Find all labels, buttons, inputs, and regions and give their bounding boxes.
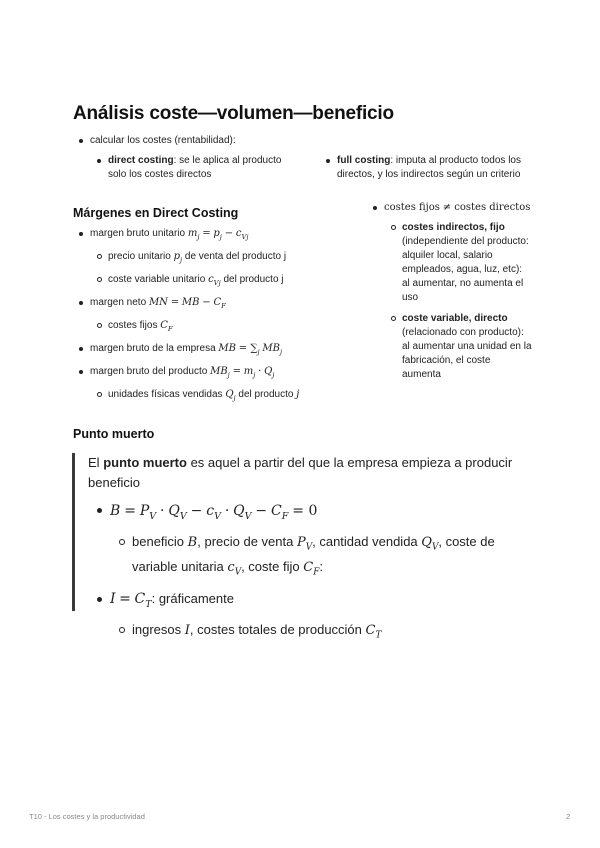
- punto-muerto-heading: Punto muerto: [73, 427, 155, 441]
- indirectos-term: costes indirectos, fijo: [402, 222, 505, 233]
- intro-term: punto muerto: [103, 455, 187, 470]
- list-item: [402, 312, 532, 382]
- full-costing-list: [337, 154, 532, 182]
- expl-end: :: [319, 559, 323, 575]
- formula-list: [110, 500, 513, 645]
- list-item: [108, 154, 298, 182]
- direct-costing-list: [108, 154, 298, 182]
- list-item: precio unitario $p_j$ de venta del producto j: [108, 250, 335, 267]
- fijos-label: costes fijos: [108, 320, 158, 331]
- footer-title: T10 - Los costes y la productividad: [29, 812, 145, 821]
- ingresos-label: ingresos: [132, 621, 182, 637]
- neto-label: margen neto: [90, 297, 147, 308]
- precio-suffix: de venta del producto j: [184, 251, 287, 262]
- intro-text: calcular los costes (rentabilidad):: [90, 135, 236, 146]
- intro-list: [90, 134, 350, 148]
- list-item: $B = P_V \cdot Q_V - c_V \cdot Q_V - C_F = 0$: [110, 500, 513, 527]
- expl-coste-var: , coste de variable unitaria: [132, 533, 495, 575]
- expl-beneficio: beneficio: [132, 533, 185, 549]
- list-item: margen bruto del producto $MB_j = m_j \cdot Q_j$: [90, 365, 335, 382]
- punto-muerto-callout: [72, 453, 515, 641]
- callout-intro: [88, 453, 513, 493]
- page-number: 2: [566, 812, 571, 821]
- margenes-heading: Márgenes en Direct Costing: [73, 206, 239, 220]
- page-title: Análisis coste—volumen—beneficio: [73, 103, 394, 124]
- list-item: margen neto MN = MB − $C_F$: [90, 296, 335, 313]
- list-item: ingresos I, costes totales de producción $C_T$: [132, 620, 513, 646]
- expl-cantidad: , cantidad vendida: [312, 533, 418, 549]
- full-costing-desc: : imputa al producto todos los directos, y los indirectos según un criterio: [337, 155, 521, 180]
- punto-muerto-section: [73, 427, 154, 441]
- list-item: $I = C_T$: gráficamente: [110, 589, 513, 615]
- list-item: costes fijos $C_F$: [108, 319, 335, 336]
- expl-coste-fijo: , coste fijo: [241, 559, 300, 575]
- costes-fijos-list: [384, 201, 544, 215]
- mb-unit-label: margen bruto unitario: [90, 228, 186, 239]
- unidades-suffix: del producto: [238, 389, 294, 400]
- direct-costing-desc: : se le aplica al producto solo los costes directos: [108, 155, 282, 180]
- precio-label: precio unitario: [108, 251, 171, 262]
- costes-fijos-header: costes fijos: [384, 202, 440, 213]
- list-item: costes fijos ≠ costes directos: [384, 201, 544, 215]
- list-item: [337, 154, 532, 182]
- coste-var-suffix: del producto j: [223, 274, 284, 285]
- graf-label: : gráficamente: [151, 590, 234, 606]
- margenes-list: [90, 227, 335, 405]
- list-item: [90, 250, 335, 290]
- indirectos-desc: (independiente del producto: alquiler local, salario empleados, agua, luz, etc): al aumentar, no aumenta el uso: [402, 236, 529, 303]
- costes-directos-header: costes directos: [454, 202, 531, 213]
- list-item: [90, 388, 335, 405]
- direct-costing-term: direct costing: [108, 155, 174, 166]
- list-item: unidades físicas vendidas $Q_j$ del producto j: [108, 388, 335, 405]
- callout-body: [88, 453, 513, 645]
- coste-var-label: coste variable unitario: [108, 274, 206, 285]
- list-item: [90, 134, 350, 148]
- list-item: [110, 620, 513, 646]
- list-item: [90, 319, 335, 336]
- costes-detail-list: [402, 221, 532, 382]
- list-item: margen bruto unitario $m_j = p_j - c_{Vj}$: [90, 227, 335, 244]
- costes-totales-label: , costes totales de producción: [189, 621, 362, 637]
- list-item: [402, 221, 532, 305]
- full-costing-term: full costing: [337, 155, 391, 166]
- unidades-label: unidades físicas vendidas: [108, 389, 223, 400]
- expl-precio: , precio de venta: [197, 533, 294, 549]
- list-item: [110, 532, 513, 583]
- list-item: beneficio B, precio de venta $P_V$, cantidad vendida $Q_V$, coste de variable unitaria $c_V$, coste fijo $C_F$:: [132, 532, 513, 583]
- intro-post: es aquel a partir del que la empresa empieza a producir beneficio: [88, 455, 513, 490]
- intro-pre: El: [88, 455, 100, 470]
- variable-desc: (relacionado con producto): al aumentar una unidad en la fabricación, el coste aumenta: [402, 327, 532, 380]
- list-item: coste variable unitario $c_{Vj}$ del producto j: [108, 273, 335, 290]
- margenes-section: [73, 206, 333, 220]
- variable-term: coste variable, directo: [402, 313, 508, 324]
- producto-label: margen bruto del producto: [90, 366, 208, 377]
- empresa-label: margen bruto de la empresa: [90, 343, 216, 354]
- list-item: margen bruto de la empresa MB = $\sum_j$ $MB_j$: [90, 342, 335, 359]
